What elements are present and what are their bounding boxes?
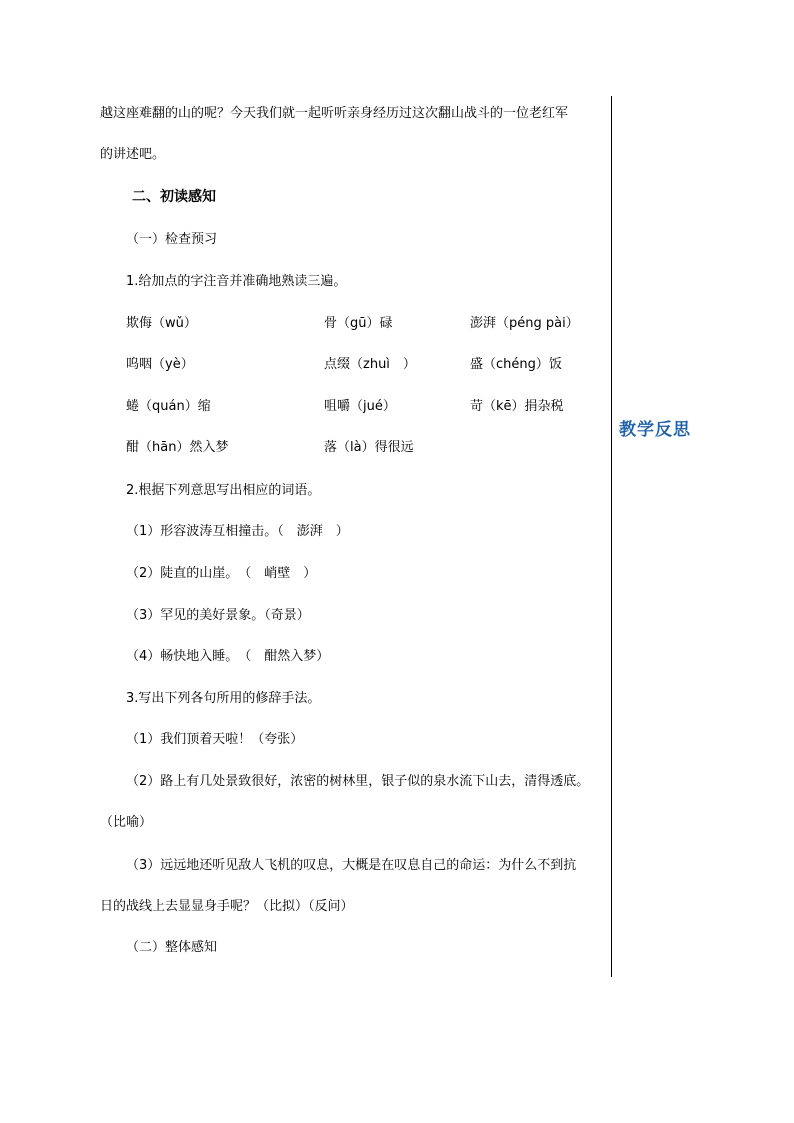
pinyin-item: 蜷（quán）缩 [126, 399, 211, 414]
pinyin-item: 澎湃（péng pài） [470, 316, 579, 331]
subsection-check-preview: （一）检查预习 [126, 232, 218, 247]
intro-line-2: 的讲述吧。 [100, 147, 166, 162]
subsection-overall-perception: （二）整体感知 [126, 940, 218, 955]
intro-line-1: 越这座难翻的山的呢？今天我们就一起听听亲身经历过这次翻山战斗的一位老红军 [100, 106, 569, 121]
pinyin-item: 骨（gū）碌 [324, 316, 393, 331]
pinyin-item: 落（là）得很远 [324, 440, 414, 455]
question-2-item: （1）形容波涛互相撞击。（ 澎湃 ） [126, 524, 349, 539]
question-1-title: 1.给加点的字注音并准确地熟读三遍。 [126, 274, 347, 289]
teaching-reflection-heading: 教学反思 [619, 420, 691, 440]
question-3-item-3: （3）远远地还听见敌人飞机的叹息，大概是在叹息自己的命运：为什么不到抗 [126, 858, 577, 873]
question-3-item-3-continued: 日的战线上去显显身手呢？（比拟）（反问） [100, 899, 354, 914]
pinyin-item: 盛（chéng）饭 [470, 357, 562, 372]
question-3-item-1: （1）我们顶着天啦！（夸张） [126, 732, 304, 747]
question-3-title: 3.写出下列各句所用的修辞手法。 [126, 691, 321, 706]
question-3-item-2-continued: （比喻） [100, 815, 153, 830]
pinyin-item: 欺侮（wǔ） [126, 316, 197, 331]
pinyin-item: 酣（hān）然入梦 [126, 440, 229, 455]
question-2-item: （4）畅快地入睡。 （ 酣然入梦） [126, 649, 330, 664]
section-heading-initial-reading: 二、初读感知 [132, 189, 216, 205]
column-divider [611, 96, 612, 977]
question-2-item: （2）陡直的山崖。 （ 峭壁 ） [126, 566, 317, 581]
pinyin-item: 咀嚼（jué） [324, 399, 396, 414]
pinyin-item: 点缀（zhuì ） [324, 357, 416, 372]
pinyin-item: 呜咽（yè） [126, 357, 194, 372]
pinyin-item: 苛（kē）捐杂税 [470, 399, 564, 414]
question-2-item: （3）罕见的美好景象。（奇景） [126, 608, 310, 623]
question-2-title: 2.根据下列意思写出相应的词语。 [126, 483, 321, 498]
question-3-item-2: （2）路上有几处景致很好，浓密的树林里，银子似的泉水流下山去，清得透底。 [126, 774, 590, 789]
